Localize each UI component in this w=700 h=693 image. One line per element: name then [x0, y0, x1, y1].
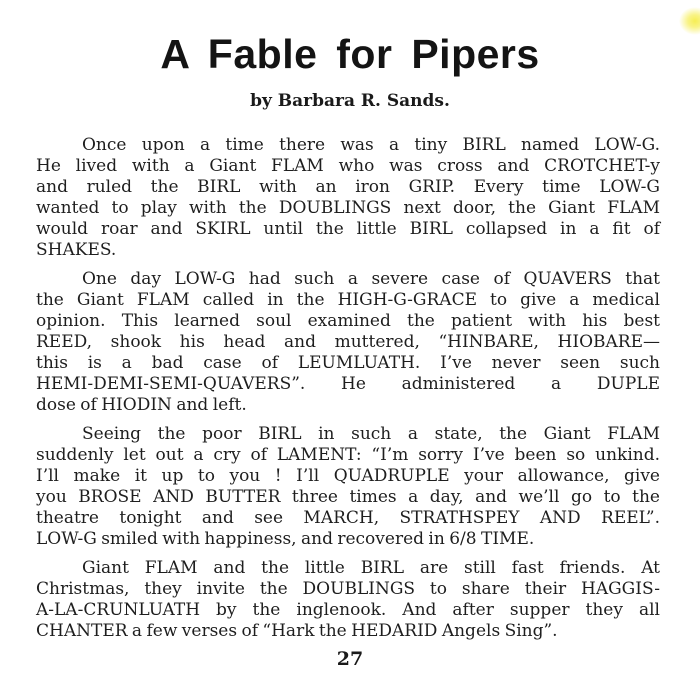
article-body — [36, 135, 660, 642]
text-line: I’ll make it up to you ! I’ll QUADRUPLE your allowance, give — [36, 466, 660, 486]
text-line: One day LOW-G had such a severe case of QUAVERS that — [82, 269, 660, 289]
fable-paragraph-1 — [36, 135, 660, 261]
text-line: A-LA-CRUNLUATH by the inglenook. And after supper they all — [36, 600, 660, 620]
fable-paragraph-4 — [36, 558, 660, 642]
text-line: Seeing the poor BIRL in such a state, the Giant FLAM — [82, 424, 660, 444]
text-line: dose of HIODIN and left. — [36, 395, 247, 415]
text-line: SHAKES. — [36, 240, 117, 260]
page-number: 27 — [336, 648, 364, 670]
text-line: LOW-G smiled with happiness, and recovered in 6/8 TIME. — [36, 529, 535, 549]
text-line: Giant FLAM and the little BIRL are still fast friends. At — [82, 558, 660, 578]
byline: by Barbara R. Sands. — [250, 91, 450, 111]
text-line: you BROSE AND BUTTER three times a day, and we’ll go to the — [36, 487, 660, 507]
text-line: suddenly let out a cry of LAMENT: “I’m sorry I’ve been so unkind. — [36, 445, 660, 465]
text-line: the Giant FLAM called in the HIGH-G-GRACE to give a medical — [36, 290, 660, 310]
text-line: Once upon a time there was a tiny BIRL named LOW-G. — [82, 135, 660, 155]
text-line: REED, shook his head and muttered, “HINBARE, HIOBARE— — [36, 332, 660, 352]
text-line: Christmas, they invite the DOUBLINGS to share their HAGGIS- — [36, 579, 660, 599]
text-line: this is a bad case of LEUMLUATH. I’ve never seen such — [36, 353, 660, 373]
text-line: HEMI-DEMI-SEMI-QUAVERS”. He administered a DUPLE — [36, 374, 660, 394]
page-title: A Fable for Pipers — [160, 31, 540, 77]
fable-paragraph-3 — [36, 424, 660, 550]
text-line: theatre tonight and see MARCH, STRATHSPEY AND REEL”. — [36, 508, 660, 528]
text-line: wanted to play with the DOUBLINGS next door, the Giant FLAM — [36, 198, 660, 218]
text-line: and ruled the BIRL with an iron GRIP. Every time LOW-G — [36, 177, 660, 197]
fable-paragraph-2 — [36, 269, 660, 416]
text-line: would roar and SKIRL until the little BIRL collapsed in a fit of — [36, 219, 660, 239]
text-line: CHANTER a few verses of “Hark the HEDARID Angels Sing”. — [36, 621, 558, 641]
text-line: He lived with a Giant FLAM who was cross and CROTCHET-y — [36, 156, 660, 176]
text-line: opinion. This learned soul examined the patient with his best — [36, 311, 660, 331]
